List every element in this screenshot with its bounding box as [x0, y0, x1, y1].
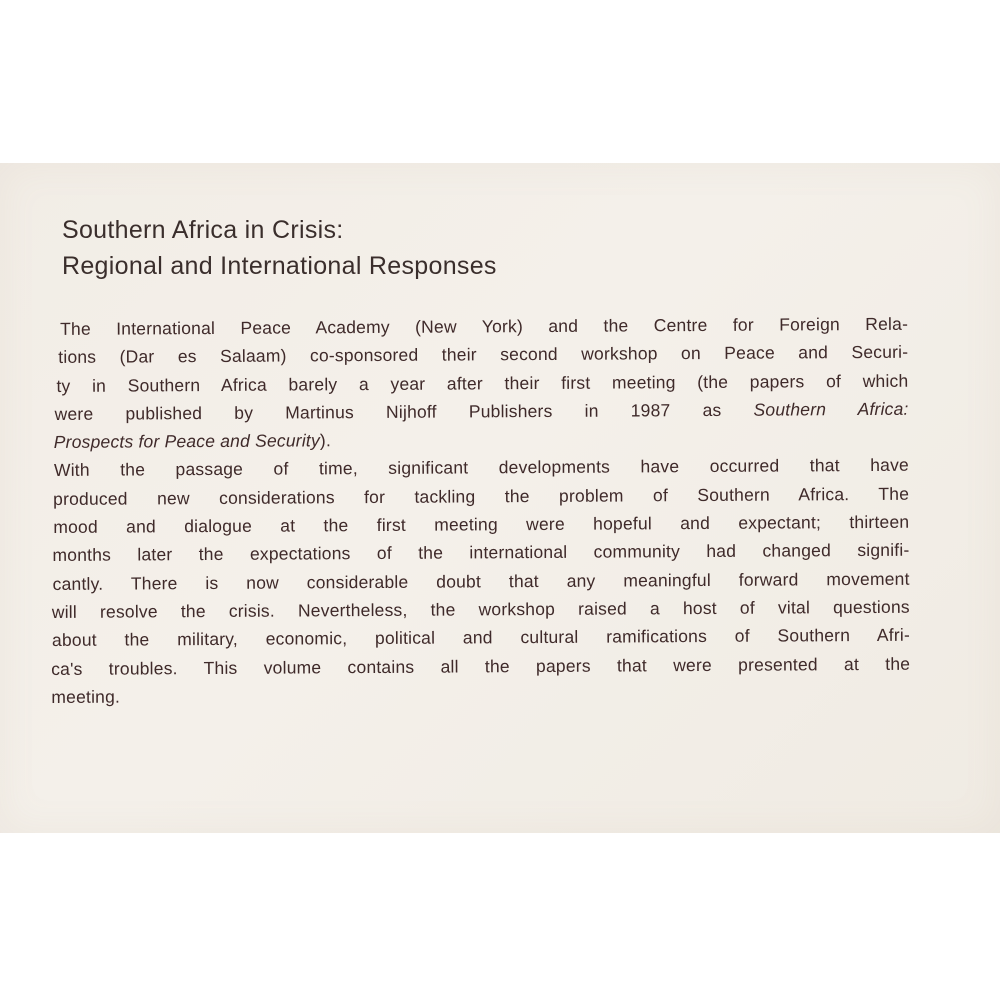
paragraph-2-line-1: With the passage of time, significant developments have occurred that have — [53, 455, 909, 481]
document-title — [62, 212, 942, 284]
paragraph-2-line-7: about the military, economic, political and cultural ramifications of Southern Afri- — [51, 625, 911, 651]
book-title-part-2: Prospects for Peace and Security — [53, 430, 320, 453]
title-line-2: Regional and International Responses — [62, 252, 497, 280]
paragraph-2-line-6: will resolve the crisis. Nevertheless, the workshop raised a host of vital questions — [51, 596, 910, 622]
paragraph-2-line-3: mood and dialogue at the first meeting were hopeful and expectant; thirteen — [53, 511, 910, 538]
book-title-part-1: Southern Africa: — [753, 398, 909, 420]
paragraph-1-line-4 — [49, 395, 909, 429]
paragraph-2-line-4: months later the expectations of the international community had changed signifi- — [52, 540, 910, 566]
paragraph-2-line-2: produced new considerations for tackling the problem of Southern Africa. The — [53, 483, 910, 509]
paragraph-1 — [48, 310, 909, 457]
paragraph-1-line-1: The International Peace Academy (New York) and the Centre for Foreign Rela- — [60, 313, 909, 339]
paragraph-2-line-5: cantly. There is now considerable doubt that any meaningful forward movement — [52, 568, 910, 594]
paragraph-2 — [49, 451, 911, 711]
document-body — [48, 310, 910, 711]
paragraph-1-line-3: ty in Southern Africa barely a year after their first meeting (the papers of which — [56, 370, 909, 396]
paragraph-1-line-5-end: ). — [319, 430, 332, 451]
paragraph-2-line-9: meeting. — [51, 686, 121, 707]
paragraph-1-line-2: tions (Dar es Salaam) co-sponsored their second workshop on Peace and Securi- — [58, 342, 909, 368]
paragraph-2-line-8: ca's troubles. This volume contains all the papers that were presented at the — [51, 653, 911, 679]
title-line-1: Southern Africa in Crisis: — [62, 216, 344, 244]
paragraph-1-line-4-text: were published by Martinus Nijhoff Publishers in 1987 as — [54, 399, 754, 424]
